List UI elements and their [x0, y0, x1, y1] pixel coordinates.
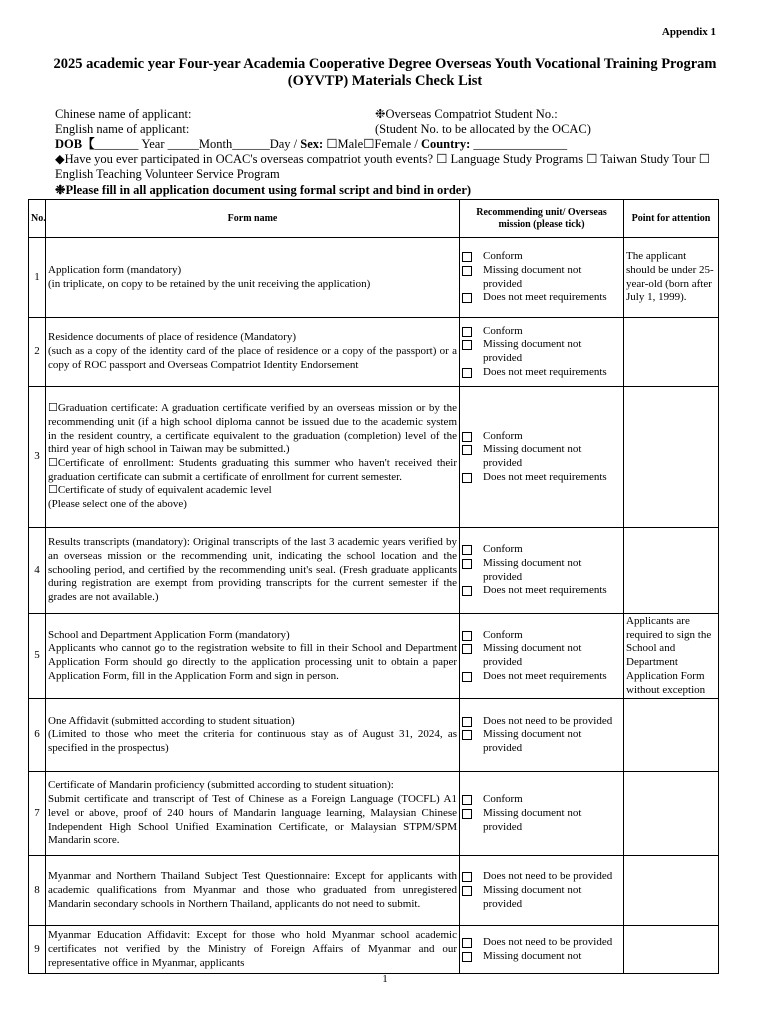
attention-cell: The applicant should be under 25-year-old (born after July 1, 1999).	[624, 238, 719, 318]
form-name-line: Certificate of Mandarin proficiency (submitted according to student situation):	[48, 779, 394, 792]
table-row	[29, 318, 719, 387]
info-row-2	[55, 122, 735, 137]
info-row-3	[55, 137, 735, 152]
tick-option	[462, 291, 621, 305]
participation-question: ◆Have you ever participated in OCAC's overseas compatriot youth events? ☐ Language Study Programs ☐ Taiwan Study Tour ☐ English Teaching Volunteer Service Program	[55, 152, 710, 181]
form-name-line: (Limited to those who meet the criteria for continuous stay as of August 31, 2024, as specified in the prospectus)	[48, 728, 457, 755]
tick-option	[462, 366, 621, 380]
table-row	[29, 238, 719, 318]
table-body	[29, 238, 719, 974]
option-label: Missing document not provided	[483, 728, 582, 755]
checkbox[interactable]	[462, 809, 472, 819]
table-row	[29, 528, 719, 614]
tick-options-cell	[460, 318, 624, 387]
attention-cell: Applicants are required to sign the School and Department Application Form without exception	[624, 614, 719, 699]
checkbox[interactable]	[462, 795, 472, 805]
form-name-line: Myanmar and Northern Thailand Subject Test Questionnaire: Except for applicants with academic qualifications from Myanmar and those who graduated from unregistered Mandarin secondary schools in Northern Thailand, applicants do not need to submit.	[48, 870, 457, 910]
checkbox[interactable]	[462, 730, 472, 740]
attention-cell	[624, 772, 719, 856]
student-no-label: ❉Overseas Compatriot Student No.:	[375, 107, 558, 121]
header-point-for-attention: Point for attention	[624, 200, 719, 238]
tick-option	[462, 642, 621, 669]
header-no: No.	[29, 200, 46, 238]
tick-options-cell	[460, 238, 624, 318]
checkbox[interactable]	[462, 293, 472, 303]
info-row-1	[55, 107, 735, 122]
form-name-line: ☐Certificate of enrollment: Students graduating this summer who haven't received their graduation certificate can submit a certificate of enrollment for current semester.	[48, 457, 457, 483]
checkbox[interactable]	[462, 644, 472, 654]
table-row	[29, 856, 719, 926]
form-name-line: Results transcripts (mandatory): Original transcripts of the last 3 academic years verified by an overseas mission or the recommending unit, indicating the school location and the schooling period, and certified by the recommending unit's seal. (Fresh graduate applicants during registration are exempt from providing transcripts for the current semester if the grades are not available.)	[48, 536, 457, 604]
tick-options-cell	[460, 614, 624, 699]
option-label: Conform	[483, 793, 523, 806]
form-name-line: ☐Graduation certificate: A graduation certificate verified by an overseas mission or by the recommending unit (if a high school diploma cannot be issued due to the academic system in the resident country, a certificate equivalent to the graduation (completion) level of the third year of high school in Taiwan may be submitted.)	[48, 402, 457, 456]
checkbox[interactable]	[462, 445, 472, 455]
option-label: Missing document not provided	[483, 338, 582, 364]
form-name-line: Submit certificate and transcript of Test of Chinese as a Foreign Language (TOCFL) A1 level or above, proof of 240 hours of Mandarin language learning, Malaysian Chinese Independent High School Unified Examination Certificate, or Malaysian STPM/SPM Mandarin score.	[48, 793, 457, 847]
tick-options-cell	[460, 699, 624, 772]
tick-option	[462, 250, 621, 264]
checkbox[interactable]	[462, 266, 472, 276]
form-name-cell	[46, 238, 460, 318]
checkbox[interactable]	[462, 886, 472, 896]
form-name-cell	[46, 772, 460, 856]
form-name-line: (in triplicate, on copy to be retained by the unit receiving the application)	[48, 277, 371, 290]
attention-cell	[624, 528, 719, 614]
tick-option	[462, 728, 621, 755]
option-label: Conform	[483, 628, 523, 641]
row-number: 9	[29, 926, 46, 974]
appendix-label: Appendix 1	[661, 26, 716, 38]
tick-option	[462, 471, 621, 485]
tick-option	[462, 793, 621, 807]
row-number: 1	[29, 238, 46, 318]
checkbox[interactable]	[462, 672, 472, 682]
checkbox[interactable]	[462, 327, 472, 337]
option-label: Conform	[483, 324, 523, 337]
option-label: Missing document not	[483, 949, 582, 962]
form-name-line: Myanmar Education Affidavit: Except for those who hold Myanmar school academic certificates not verified by the Ministry of Foreign Affairs of Myanmar and our representative office in Myanmar, applicants	[48, 929, 457, 969]
checkbox[interactable]	[462, 631, 472, 641]
form-name-line: One Affidavit (submitted according to student situation)	[48, 714, 295, 727]
table-header-row	[29, 200, 719, 238]
option-label: Missing document not provided	[483, 806, 582, 833]
materials-checklist-table	[28, 199, 719, 974]
sex-label: Sex:	[300, 137, 324, 151]
form-name-cell	[46, 856, 460, 926]
form-name-line: ☐Certificate of study of equivalent academic level	[48, 484, 272, 497]
checkbox[interactable]	[462, 432, 472, 442]
table-row	[29, 387, 719, 528]
tick-options-cell	[460, 528, 624, 614]
table-row	[29, 772, 719, 856]
english-name-label: English name of applicant:	[55, 122, 190, 136]
tick-options-cell	[460, 856, 624, 926]
checkbox[interactable]	[462, 952, 472, 962]
chinese-name-label: Chinese name of applicant:	[55, 107, 192, 121]
form-name-line: Application form (mandatory)	[48, 263, 182, 276]
checkbox[interactable]	[462, 559, 472, 569]
option-label: Missing document not provided	[483, 883, 582, 910]
country-label: Country:	[420, 137, 471, 151]
header-recommending-unit: Recommending unit/ Overseas mission (please tick)	[460, 200, 624, 238]
tick-option	[462, 670, 621, 684]
option-label: Conform	[483, 429, 523, 442]
option-label: Missing document not provided	[483, 556, 582, 583]
table-row	[29, 699, 719, 772]
form-name-cell	[46, 926, 460, 974]
instruction-line: ❉Please fill in all application document using formal script and bind in order)	[55, 183, 472, 197]
country-blank: _______________	[470, 137, 568, 151]
checkbox[interactable]	[462, 340, 472, 350]
form-name-cell	[46, 387, 460, 528]
form-name-line: (such as a copy of the identity card of the place of residence or a copy of the passport) or a copy of ROC passport and Overseas Compatriot Identity Endorsement	[48, 345, 457, 371]
tick-option	[462, 715, 621, 729]
form-name-cell	[46, 318, 460, 387]
sex-options: ☐Male☐Female /	[323, 137, 421, 151]
tick-option	[462, 870, 621, 884]
checkbox[interactable]	[462, 872, 472, 882]
header-form-name: Form name	[46, 200, 460, 238]
attention-cell	[624, 699, 719, 772]
row-number: 4	[29, 528, 46, 614]
form-name-line: Residence documents of place of residence (Mandatory)	[48, 331, 297, 344]
option-label: Does not meet requirements	[483, 365, 607, 378]
form-name-line: School and Department Application Form (mandatory)	[48, 628, 290, 641]
option-label: Conform	[483, 543, 523, 556]
attention-cell	[624, 856, 719, 926]
form-name-line: (Please select one of the above)	[48, 498, 187, 511]
form-name-cell	[46, 614, 460, 699]
option-label: Does not meet requirements	[483, 470, 607, 483]
tick-options-cell	[460, 387, 624, 528]
checkbox[interactable]	[462, 717, 472, 727]
tick-option	[462, 807, 621, 834]
option-label: Missing document not provided	[483, 263, 582, 290]
tick-option	[462, 884, 621, 911]
table-row	[29, 926, 719, 974]
attention-cell	[624, 387, 719, 528]
tick-option	[462, 936, 621, 950]
tick-option	[462, 543, 621, 557]
student-no-note: (Student No. to be allocated by the OCAC)	[375, 122, 591, 136]
tick-option	[462, 443, 621, 470]
row-number: 2	[29, 318, 46, 387]
tick-option	[462, 557, 621, 584]
checkbox[interactable]	[462, 938, 472, 948]
tick-option	[462, 325, 621, 339]
tick-option	[462, 584, 621, 598]
tick-option	[462, 338, 621, 365]
form-name-line: Applicants who cannot go to the registration website to fill in their School and Department Application Form should go directly to the application processing unit to obtain a paper Application Form, fill in the Application Form and sign in person.	[48, 642, 457, 682]
option-label: Does not need to be provided	[483, 714, 613, 727]
tick-option	[462, 629, 621, 643]
tick-options-cell	[460, 926, 624, 974]
tick-option	[462, 430, 621, 444]
dob-fields: _______ Year _____Month______Day /	[94, 137, 301, 151]
option-label: Does not meet requirements	[483, 291, 607, 304]
option-label: Missing document not provided	[483, 443, 582, 469]
option-label: Does not need to be provided	[483, 936, 613, 949]
checkbox[interactable]	[462, 252, 472, 262]
tick-option	[462, 950, 621, 964]
tick-options-cell	[460, 772, 624, 856]
dob-label: DOB【	[55, 137, 95, 151]
option-label: Does not meet requirements	[483, 669, 607, 682]
form-name-cell	[46, 699, 460, 772]
table-row	[29, 614, 719, 699]
checkbox[interactable]	[462, 473, 472, 483]
row-number: 6	[29, 699, 46, 772]
tick-option	[462, 264, 621, 291]
checkbox[interactable]	[462, 368, 472, 378]
checkbox[interactable]	[462, 545, 472, 555]
attention-cell	[624, 926, 719, 974]
option-label: Conform	[483, 250, 523, 263]
document-title: 2025 academic year Four-year Academia Cooperative Degree Overseas Youth Vocational Training Program (OYVTP) Materials Check List	[53, 56, 717, 89]
page-number: 1	[382, 973, 388, 985]
row-number: 8	[29, 856, 46, 926]
attention-cell	[624, 318, 719, 387]
row-number: 5	[29, 614, 46, 699]
row-number: 3	[29, 387, 46, 528]
option-label: Does not need to be provided	[483, 870, 613, 883]
form-name-cell	[46, 528, 460, 614]
option-label: Does not meet requirements	[483, 584, 607, 597]
checkbox[interactable]	[462, 586, 472, 596]
row-number: 7	[29, 772, 46, 856]
option-label: Missing document not provided	[483, 642, 582, 669]
